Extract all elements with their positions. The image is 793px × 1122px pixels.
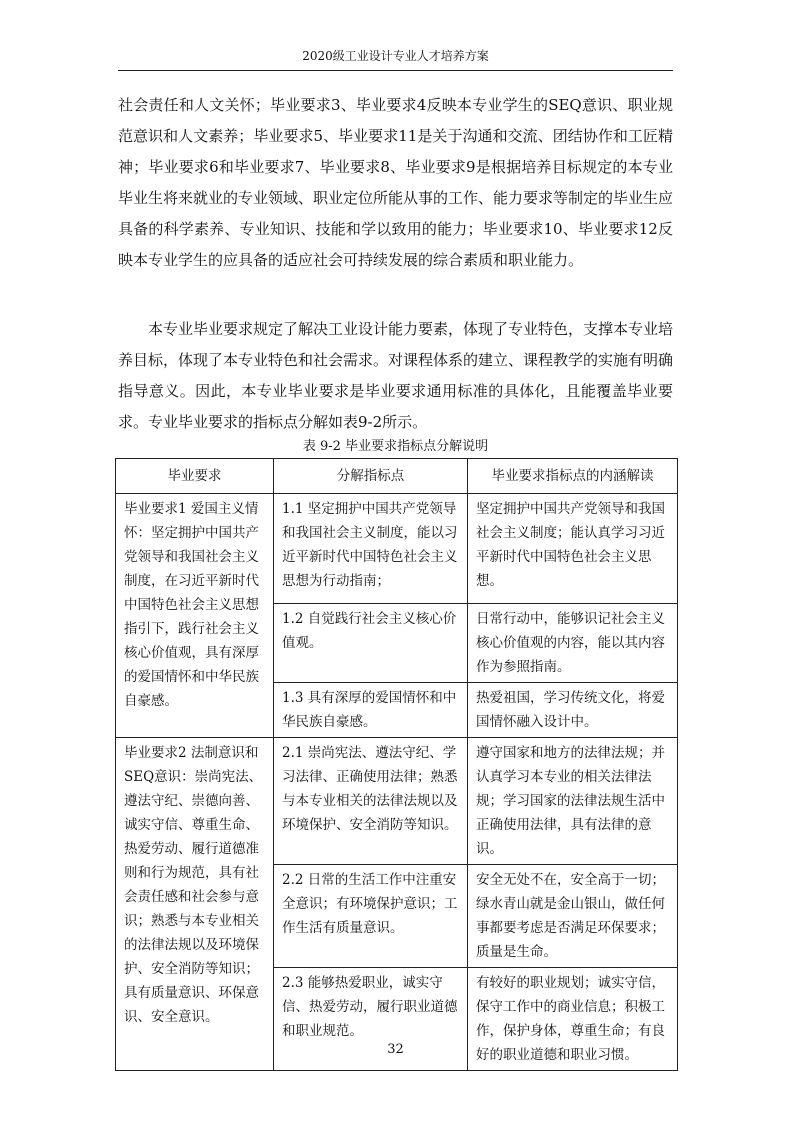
table-caption: 表 9-2 毕业要求指标点分解说明 — [302, 439, 489, 454]
table-row — [116, 494, 678, 604]
page-header: 2020级工业设计专业人才培养方案 — [302, 49, 489, 63]
indicator-cell: 1.1 坚定拥护中国共产党领导和我国社会主义制度，能以习近平新时代中国特色社会主义思想为行动指南； — [274, 494, 468, 604]
column-header-requirement: 毕业要求 — [116, 459, 274, 494]
requirements-table — [115, 458, 678, 1071]
body-paragraph-2: 本专业毕业要求规定了解决工业设计能力要素，体现了专业特色，支撑本专业培养目标，体现了本专业特色和社会需求。对课程体系的建立、课程教学的实施有明确指导意义。因此，本专业毕业要求是毕业要求通用标准的具体化，且能覆盖毕业要求。专业毕业要求的指标点分解如表9-2所示。 — [118, 320, 674, 431]
table-header-row — [116, 459, 678, 494]
interpretation-cell: 遵守国家和地方的法律法规；并认真学习本专业的相关法律法规；学习国家的法律法规生活中正确使用法律，具有法律的意识。 — [468, 738, 678, 865]
indicator-cell: 2.3 能够热爱职业，诚实守信、热爱劳动，履行职业道德和职业规范。 — [274, 968, 468, 1071]
indicator-cell: 2.1 崇尚宪法、遵法守纪、学习法律、正确使用法律；熟悉与本专业相关的法律法规以及环境保护、安全消防等知识。 — [274, 738, 468, 865]
column-header-interpretation: 毕业要求指标点的内涵解读 — [468, 459, 678, 494]
table-row — [116, 738, 678, 865]
page-number: 32 — [387, 1042, 404, 1057]
interpretation-cell: 日常行动中，能够识记社会主义核心价值观的内容，能以其内容作为参照指南。 — [468, 604, 678, 683]
interpretation-cell: 有较好的职业规划；诚实守信，保守工作中的商业信息；积极工作，保护身体，尊重生命；有良好的职业道德和职业习惯。 — [468, 968, 678, 1071]
interpretation-cell: 热爱祖国，学习传统文化，将爱国情怀融入设计中。 — [468, 683, 678, 738]
requirement-cell: 毕业要求2 法制意识和SEQ意识：崇尚宪法、遵法守纪、崇德向善、诚实守信、尊重生命、热爱劳动、履行道德准则和行为规范，具有社会责任感和社会参与意识；熟悉与本专业相关的法律法规以及环境保护、安全消防等知识；具有质量意识、环保意识、安全意识。 — [116, 738, 274, 1071]
body-paragraph-1: 社会责任和人文关怀；毕业要求3、毕业要求4反映本专业学生的SEQ意识、职业规范意识和人文素养；毕业要求5、毕业要求11是关于沟通和交流、团结协作和工匠精神；毕业要求6和毕业要求7、毕业要求8、毕业要求9是根据培养目标规定的本专业毕业生将来就业的专业领域、职业定位所能从事的工作、能力要求等制定的毕业生应具备的科学素养、专业知识、技能和学以致用的能力；毕业要求10、毕业要求12反映本专业学生的应具备的适应社会可持续发展的综合素质和职业能力。 — [118, 96, 674, 269]
requirement-cell: 毕业要求1 爱国主义情怀：坚定拥护中国共产党领导和我国社会主义制度，在习近平新时代中国特色社会主义思想指引下，践行社会主义核心价值观，具有深厚的爱国情怀和中华民族自豪感。 — [116, 494, 274, 738]
column-header-indicator: 分解指标点 — [274, 459, 468, 494]
indicator-cell: 2.2 日常的生活工作中注重安全意识；有环境保护意识；工作生活有质量意识。 — [274, 865, 468, 968]
header-divider — [118, 70, 673, 71]
interpretation-cell: 坚定拥护中国共产党领导和我国社会主义制度；能认真学习习近平新时代中国特色社会主义思想。 — [468, 494, 678, 604]
indicator-cell: 1.2 自觉践行社会主义核心价值观。 — [274, 604, 468, 683]
interpretation-cell: 安全无处不在，安全高于一切；绿水青山就是金山银山，做任何事都要考虑是否满足环保要求；质量是生命。 — [468, 865, 678, 968]
indicator-cell: 1.3 具有深厚的爱国情怀和中华民族自豪感。 — [274, 683, 468, 738]
